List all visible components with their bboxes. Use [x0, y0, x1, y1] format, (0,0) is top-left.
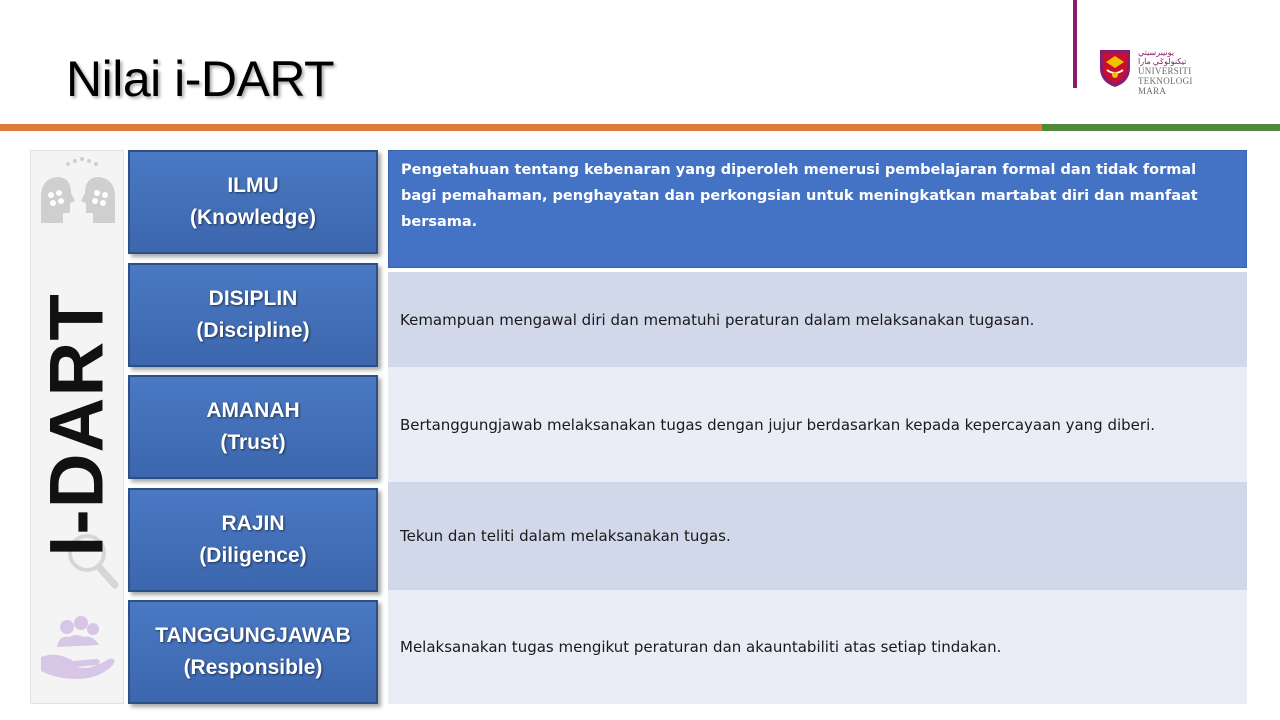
logo-line-2: TEKNOLOGI: [1138, 76, 1193, 86]
value-box-ilmu: [128, 150, 378, 254]
side-label: I-DART: [34, 293, 120, 557]
value-box-tanggungjawab: [128, 600, 378, 704]
logo-divider: [1073, 0, 1077, 88]
value-name: TANGGUNGJAWAB: [155, 624, 351, 647]
description-amanah: Bertanggungjawab melaksanakan tugas dengan jujur berdasarkan kepada kepercayaan yang diberi.: [388, 367, 1247, 482]
value-name: ILMU: [227, 174, 279, 197]
description-rajin: Tekun dan teliti dalam melaksanakan tugas.: [388, 482, 1247, 590]
value-name: AMANAH: [206, 399, 300, 422]
description-disiplin: Kemampuan mengawal diri dan mematuhi peraturan dalam melaksanakan tugasan.: [388, 272, 1247, 367]
description-ilmu: Pengetahuan tentang kebenaran yang diperoleh menerusi pembelajaran formal dan tidak formal bagi pemahaman, penghayatan dan perkongsian untuk meningkatkan martabat diri dan manfaat bersama.: [388, 150, 1247, 268]
value-english: (Trust): [220, 431, 286, 454]
header-rule-orange: [0, 124, 1042, 131]
logo-line-3: MARA: [1138, 86, 1167, 96]
header-rule-green: [1042, 124, 1280, 131]
value-box-rajin: [128, 488, 378, 592]
value-name: DISIPLIN: [208, 287, 298, 310]
helping-hand-icon: [37, 607, 119, 683]
logo-text: [1138, 48, 1198, 96]
logo-line-1: UNIVERSITI: [1138, 66, 1192, 76]
slide-title: Nilai i-DART: [66, 51, 335, 107]
value-english: (Diligence): [199, 544, 307, 567]
value-english: (Knowledge): [190, 206, 316, 229]
logo-jawi: ﯾﻮﻧﯿﺒﺮﺳﯿﺘﻲ ﺗﻴﻜﻨﻮﻟﻮݢي مارا: [1138, 48, 1187, 66]
value-box-disiplin: [128, 263, 378, 367]
uitm-logo: [1098, 46, 1198, 96]
heads-icon: [35, 153, 121, 239]
value-name: RAJIN: [221, 512, 285, 535]
shield-icon: [1098, 48, 1132, 88]
value-box-amanah: [128, 375, 378, 479]
value-english: (Discipline): [196, 319, 310, 342]
description-tanggungjawab: Melaksanakan tugas mengikut peraturan dan akauntabiliti atas setiap tindakan.: [388, 590, 1247, 704]
value-english: (Responsible): [183, 656, 323, 679]
